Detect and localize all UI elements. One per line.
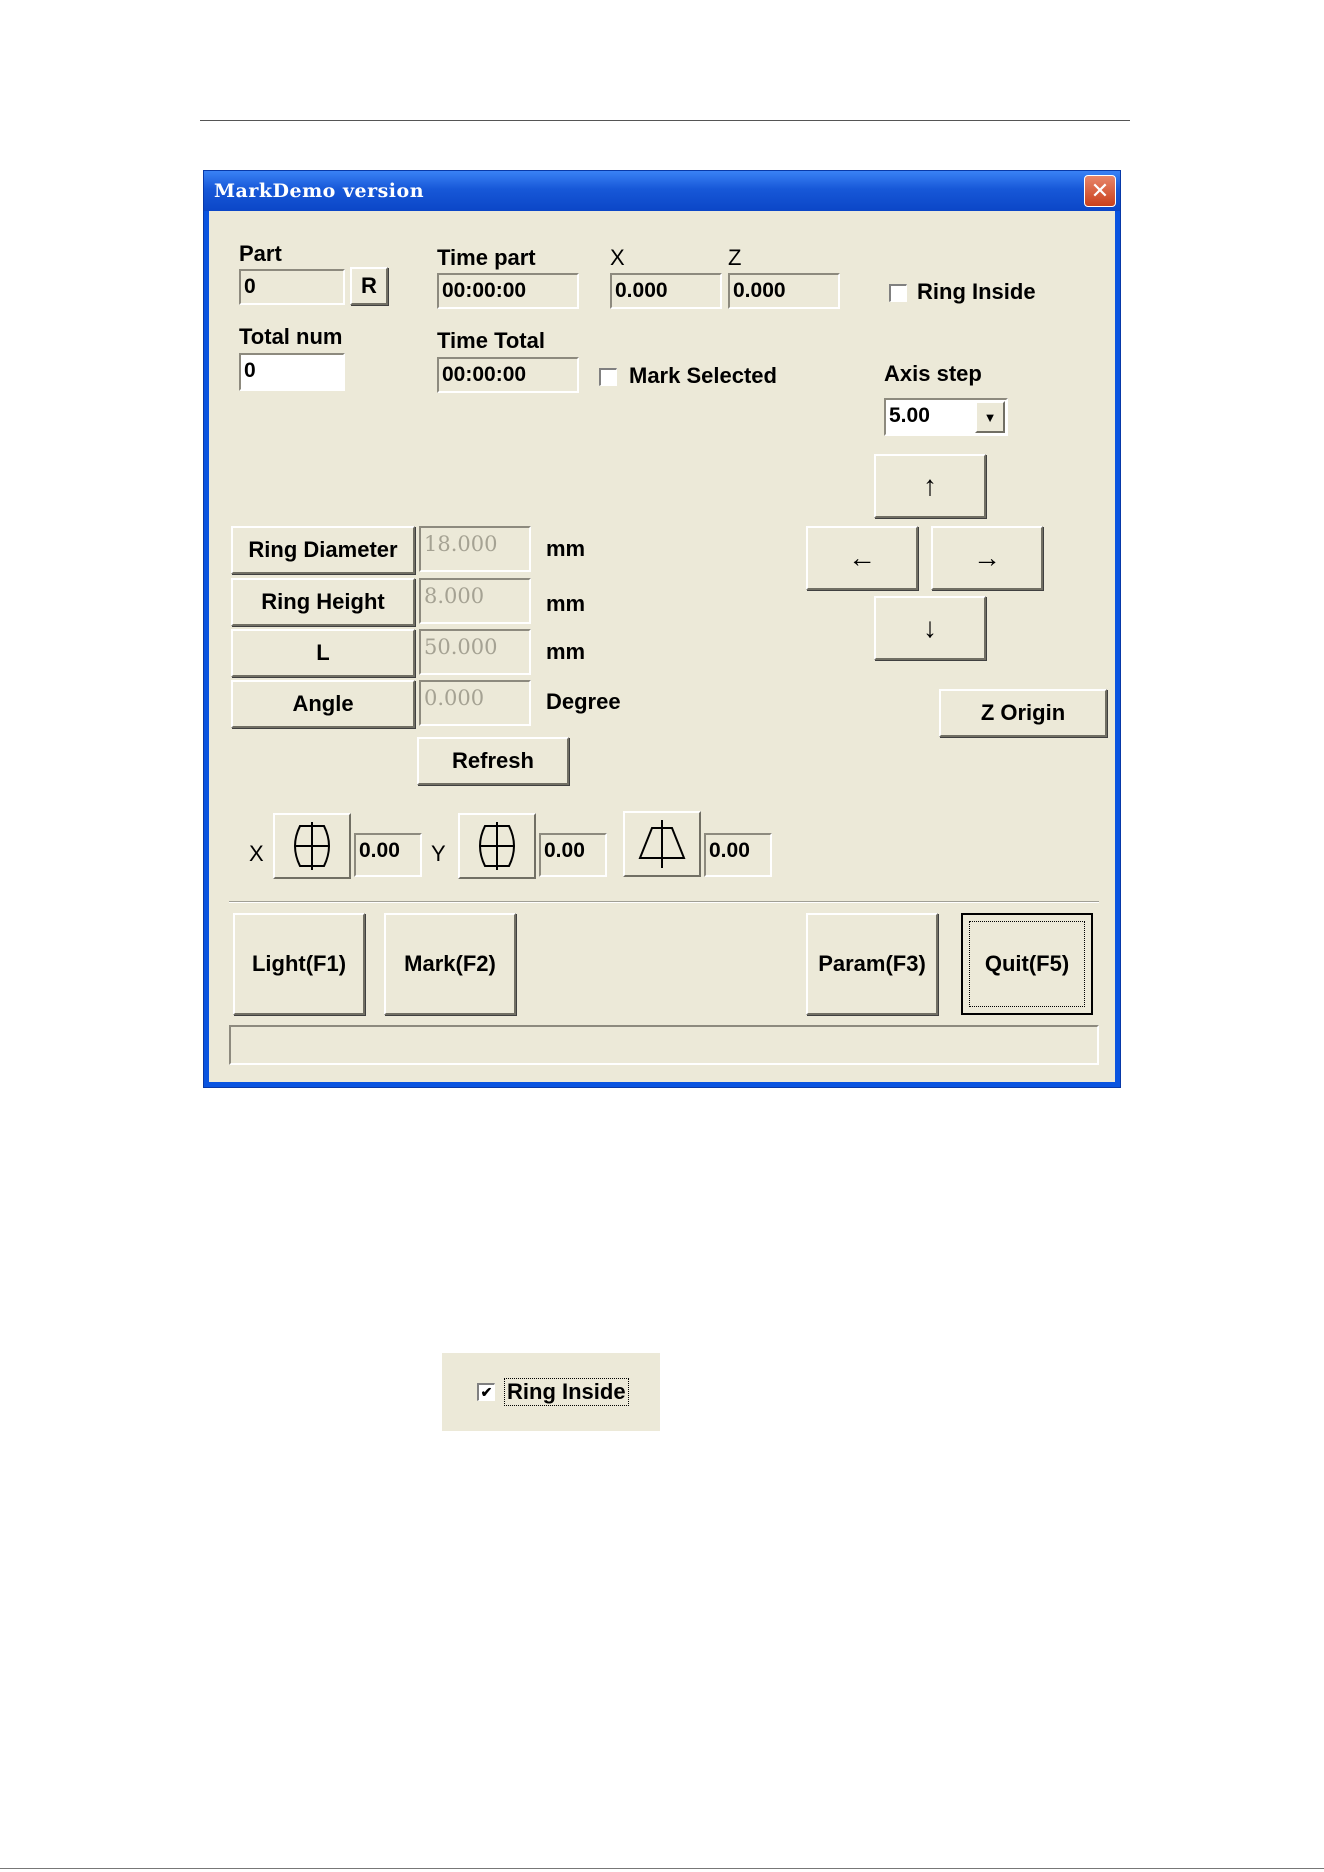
y-offset-label: Y <box>431 841 446 866</box>
z-position-field: 0.000 <box>728 273 840 309</box>
l-field: 50.000 <box>419 629 531 675</box>
refresh-button[interactable]: Refresh <box>417 737 569 785</box>
z-origin-button[interactable]: Z Origin <box>939 689 1107 737</box>
time-total-label: Time Total <box>437 328 545 353</box>
quit-button[interactable] <box>961 913 1093 1015</box>
arrow-down-icon: ↓ <box>923 612 937 643</box>
ring-inside-checkbox-checked[interactable]: ✔ <box>477 1383 495 1401</box>
time-part-field: 00:00:00 <box>437 273 579 309</box>
focus-rect <box>969 921 1085 1007</box>
axis-step-label: Axis step <box>884 361 982 386</box>
x-offset-field: 0.00 <box>354 833 422 877</box>
l-button[interactable]: L <box>231 629 415 677</box>
x-position-field: 0.000 <box>610 273 722 309</box>
ring-diameter-field: 18.000 <box>419 526 531 572</box>
move-up-button[interactable] <box>874 454 986 518</box>
move-down-button[interactable] <box>874 596 986 660</box>
x-offset-label: X <box>249 841 264 866</box>
ring-height-unit: mm <box>546 591 586 616</box>
taper-offset-field: 0.00 <box>704 833 772 877</box>
ring-height-field: 8.000 <box>419 578 531 624</box>
angle-unit: Degree <box>546 689 621 714</box>
quit-label: Quit(F5) <box>984 951 1070 976</box>
arrow-up-icon: ↑ <box>923 470 937 501</box>
ring-section-icon <box>286 820 338 872</box>
ring-inside-label-focused[interactable]: Ring Inside <box>504 1378 629 1406</box>
param-button[interactable]: Param(F3) <box>806 913 938 1015</box>
y-offset-field: 0.00 <box>539 833 607 877</box>
arrow-left-icon: ← <box>848 542 876 573</box>
x-position-label: X <box>610 245 625 270</box>
move-right-button[interactable] <box>931 526 1043 590</box>
part-field[interactable]: 0 <box>239 269 345 305</box>
arrow-right-icon: → <box>973 542 1001 573</box>
chevron-down-icon[interactable]: ▼ <box>975 401 1005 433</box>
status-bar <box>229 1025 1099 1065</box>
time-part-label: Time part <box>437 245 536 270</box>
total-num-label: Total num <box>239 324 343 349</box>
page-bottom-rule <box>0 1868 1324 1869</box>
close-button[interactable]: ✕ <box>1084 175 1116 207</box>
markdemo-window <box>203 170 1121 1088</box>
taper-icon <box>636 818 688 870</box>
y-offset-button[interactable] <box>458 813 536 879</box>
mark-selected-label[interactable]: Mark Selected <box>629 363 777 388</box>
ring-inside-label[interactable]: Ring Inside <box>917 279 1036 304</box>
reset-part-button[interactable]: R <box>350 267 388 305</box>
axis-step-select[interactable] <box>884 398 1008 436</box>
ring-inside-checkbox[interactable] <box>889 284 907 302</box>
total-num-field[interactable]: 0 <box>239 353 345 391</box>
dialog-client <box>209 211 1115 1082</box>
page-top-rule <box>200 120 1130 121</box>
angle-button[interactable]: Angle <box>231 680 415 728</box>
part-label: Part <box>239 241 282 266</box>
mark-button[interactable]: Mark(F2) <box>384 913 516 1015</box>
ring-section-icon <box>471 820 523 872</box>
separator <box>229 901 1099 903</box>
angle-field: 0.000 <box>419 680 531 726</box>
mark-selected-checkbox[interactable] <box>599 368 617 386</box>
x-offset-button[interactable] <box>273 813 351 879</box>
taper-offset-button[interactable] <box>623 811 701 877</box>
window-title: MarkDemo version <box>214 180 425 202</box>
ring-inside-checked-example <box>442 1353 660 1431</box>
axis-step-value: 5.00 <box>889 404 930 427</box>
light-button[interactable]: Light(F1) <box>233 913 365 1015</box>
title-bar[interactable] <box>204 171 1120 211</box>
z-position-label: Z <box>728 245 742 270</box>
ring-diameter-unit: mm <box>546 536 586 561</box>
move-left-button[interactable] <box>806 526 918 590</box>
ring-height-button[interactable]: Ring Height <box>231 578 415 626</box>
l-unit: mm <box>546 639 586 664</box>
time-total-field: 00:00:00 <box>437 357 579 393</box>
ring-diameter-button[interactable]: Ring Diameter <box>231 526 415 574</box>
